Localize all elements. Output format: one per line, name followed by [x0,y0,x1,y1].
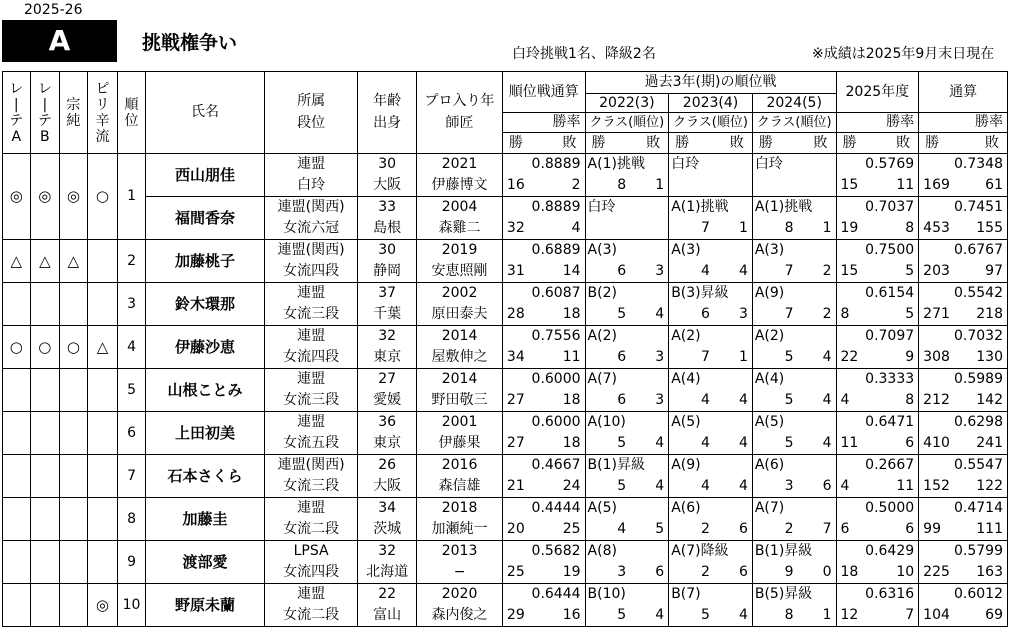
marker-cell: ○ [60,326,88,369]
marker-cell: △ [3,240,31,283]
col-rank: 順 位 [118,72,146,154]
col-2023: 2023(4) [669,94,753,113]
col-rate-b: レ | テ B [30,72,60,154]
table-row [3,498,1008,541]
affil-cell: 連盟 白玲 [265,154,358,197]
career-cell: 0.7032 308 130 [919,326,1008,369]
marker-cell: ○ [87,154,118,240]
marker-cell [60,369,88,412]
class-cell-2022: B(2) 5 4 [585,283,669,326]
fy2025-cell: 0.7097 22 9 [836,326,919,369]
marker-cell: ○ [30,326,60,369]
class-cell-2023: B(3)昇級 6 3 [669,283,753,326]
class-cell-2024: B(1)昇級 9 0 [752,541,836,584]
rank-total-wl-header: 勝 敗 [502,133,585,154]
player-name: 西山朋佳 [145,154,264,197]
rank-cell: 9 [118,541,146,584]
marker-cell [60,541,88,584]
age-cell: 30 静岡 [358,240,417,283]
table-row [3,412,1008,455]
rank-cell: 4 [118,326,146,369]
career-cell: 0.5989 212 142 [919,369,1008,412]
class-cell-2024: A(4) 5 4 [752,369,836,412]
col-piri: ピ リ 辛 流 [87,72,118,154]
rank-cell: 1 [118,154,146,240]
col-career: 通算 [919,72,1008,113]
affil-cell: 連盟 女流三段 [265,369,358,412]
career-cell: 0.5799 225 163 [919,541,1008,584]
table-row [3,326,1008,369]
marker-cell: ◎ [60,154,88,240]
marker-cell [30,412,60,455]
table-row [3,283,1008,326]
affil-cell: 連盟 女流四段 [265,326,358,369]
rule-note: 白玲挑戦1名、降級2名 [512,46,656,62]
class-cell-2023: A(7)降級 2 6 [669,541,753,584]
player-name: 伊藤沙恵 [145,326,264,369]
table-row [3,455,1008,498]
fy-wl-header: 勝 敗 [836,133,919,154]
marker-cell: △ [60,240,88,283]
table-row [3,197,1008,240]
class-cell-2024: A(3) 7 2 [752,240,836,283]
marker-cell [3,455,31,498]
marker-cell [30,455,60,498]
age-cell: 27 愛媛 [358,369,417,412]
rank-cell: 8 [118,498,146,541]
marker-cell [87,541,118,584]
marker-cell [3,369,31,412]
class-cell-2022: A(1)挑戦 8 1 [585,154,669,197]
marker-cell [3,584,31,627]
marker-cell: ◎ [30,154,60,240]
col-pro: プロ入り年 師匠 [417,72,503,154]
player-name: 野原未蘭 [145,584,264,627]
class-cell-2023: B(7) 5 4 [669,584,753,627]
class-cell-2023: A(2) 7 1 [669,326,753,369]
marker-cell [3,498,31,541]
player-name: 加藤圭 [145,498,264,541]
player-name: 渡部愛 [145,541,264,584]
marker-cell: △ [30,240,60,283]
marker-cell [30,498,60,541]
fy2025-cell: 0.5769 15 11 [836,154,919,197]
date-note: ※成績は2025年9月末日現在 [812,46,995,62]
fy2025-cell: 0.2667 4 11 [836,455,919,498]
career-cell: 0.5542 271 218 [919,283,1008,326]
pro-cell: 2001 伊藤果 [417,412,503,455]
class-cell-2024: 白玲 [752,154,836,197]
col-age: 年齢 出身 [358,72,417,154]
pro-cell: 2013 − [417,541,503,584]
rank-total-rate-header: 勝率 [502,113,585,133]
col-rank-total: 順位戦通算 [502,72,585,113]
marker-cell [87,240,118,283]
player-name: 福間香奈 [145,197,264,240]
table-row [3,369,1008,412]
wl-header-2022: 勝 敗 [585,133,669,154]
marker-cell [60,455,88,498]
class-cell-2022: A(2) 6 3 [585,326,669,369]
rank-total-cell: 0.6444 29 16 [502,584,585,627]
pro-cell: 2021 伊藤博文 [417,154,503,197]
player-name: 上田初美 [145,412,264,455]
marker-cell: ◎ [3,154,31,240]
pro-cell: 2016 森信雄 [417,455,503,498]
table-row [3,154,1008,197]
class-cell-2023: A(6) 2 6 [669,498,753,541]
age-cell: 34 茨城 [358,498,417,541]
class-cell-2023: 白玲 [669,154,753,197]
class-cell-2024: B(5)昇級 8 1 [752,584,836,627]
class-cell-2024: A(5) 5 4 [752,412,836,455]
marker-cell [87,369,118,412]
affil-cell: 連盟(関西) 女流三段 [265,455,358,498]
age-cell: 37 千葉 [358,283,417,326]
class-cell-2024: A(6) 3 6 [752,455,836,498]
affil-cell: 連盟(関西) 女流六冠 [265,197,358,240]
fy2025-cell: 0.7037 19 8 [836,197,919,240]
class-cell-2022: A(7) 6 3 [585,369,669,412]
marker-cell [30,369,60,412]
career-cell: 0.7348 169 61 [919,154,1008,197]
fy2025-cell: 0.5000 6 6 [836,498,919,541]
rank-total-cell: 0.4444 20 25 [502,498,585,541]
class-cell-2023: A(4) 4 4 [669,369,753,412]
standings-table [2,71,1008,627]
affil-cell: 連盟 女流二段 [265,584,358,627]
class-cell-2023: A(3) 4 4 [669,240,753,283]
player-name: 山根ことみ [145,369,264,412]
fy2025-cell: 0.7500 15 5 [836,240,919,283]
career-rate-header: 勝率 [919,113,1008,133]
col-rate-a: レ | テ A [3,72,31,154]
season-label: 2025-26 [24,2,83,18]
career-wl-header: 勝 敗 [919,133,1008,154]
class-cell-2022: B(1)昇級 5 4 [585,455,669,498]
age-cell: 26 大阪 [358,455,417,498]
player-name: 石本さくら [145,455,264,498]
col-2022: 2022(3) [585,94,669,113]
pro-cell: 2019 安恵照剛 [417,240,503,283]
age-cell: 22 富山 [358,584,417,627]
cls-header-2022: クラス(順位) [585,113,669,133]
wl-header-2024: 勝 敗 [752,133,836,154]
rank-total-cell: 0.6889 31 14 [502,240,585,283]
fy2025-cell: 0.6429 18 10 [836,541,919,584]
marker-cell [3,541,31,584]
pro-cell: 2020 森内俊之 [417,584,503,627]
age-cell: 36 東京 [358,412,417,455]
rank-cell: 3 [118,283,146,326]
age-cell: 33 島根 [358,197,417,240]
affil-cell: LPSA 女流四段 [265,541,358,584]
age-cell: 30 大阪 [358,154,417,197]
marker-cell: ○ [3,326,31,369]
class-cell-2023: A(1)挑戦 7 1 [669,197,753,240]
rank-total-cell: 0.5682 25 19 [502,541,585,584]
marker-cell [87,283,118,326]
col-2024: 2024(5) [752,94,836,113]
class-cell-2022: A(8) 3 6 [585,541,669,584]
pro-cell: 2014 屋敷伸之 [417,326,503,369]
class-cell-2022: A(5) 4 5 [585,498,669,541]
career-cell: 0.5547 152 122 [919,455,1008,498]
cls-header-2024: クラス(順位) [752,113,836,133]
rank-cell: 10 [118,584,146,627]
fy2025-cell: 0.6471 11 6 [836,412,919,455]
class-cell-2022: B(10) 5 4 [585,584,669,627]
pro-cell: 2018 加瀬純一 [417,498,503,541]
marker-cell [87,412,118,455]
marker-cell [60,412,88,455]
marker-cell [87,498,118,541]
marker-cell [30,584,60,627]
class-cell-2023: A(5) 4 4 [669,412,753,455]
marker-cell [30,283,60,326]
table-row [3,584,1008,627]
age-cell: 32 北海道 [358,541,417,584]
class-cell-2022: 白玲 [585,197,669,240]
marker-cell [60,584,88,627]
col-fy2025: 2025年度 [836,72,919,113]
league-badge: A [2,20,117,62]
col-name: 氏名 [145,72,264,154]
rank-total-cell: 0.7556 34 11 [502,326,585,369]
rank-total-cell: 0.6000 27 18 [502,412,585,455]
class-cell-2022: A(3) 6 3 [585,240,669,283]
career-cell: 0.7451 453 155 [919,197,1008,240]
class-cell-2023: A(9) 4 4 [669,455,753,498]
rank-cell: 6 [118,412,146,455]
page-title: 挑戦権争い [142,32,238,54]
marker-cell [60,283,88,326]
career-cell: 0.6767 203 97 [919,240,1008,283]
rank-total-cell: 0.8889 16 2 [502,154,585,197]
career-cell: 0.6012 104 69 [919,584,1008,627]
rank-total-cell: 0.6000 27 18 [502,369,585,412]
rank-total-cell: 0.4667 21 24 [502,455,585,498]
marker-cell [3,412,31,455]
fy2025-cell: 0.3333 4 8 [836,369,919,412]
marker-cell [30,541,60,584]
age-cell: 32 東京 [358,326,417,369]
rank-cell: 5 [118,369,146,412]
marker-cell: △ [87,326,118,369]
fy-rate-header: 勝率 [836,113,919,133]
class-cell-2024: A(2) 5 4 [752,326,836,369]
marker-cell [3,283,31,326]
col-affil: 所属 段位 [265,72,358,154]
fy2025-cell: 0.6316 12 7 [836,584,919,627]
affil-cell: 連盟 女流三段 [265,283,358,326]
affil-cell: 連盟 女流二段 [265,498,358,541]
fy2025-cell: 0.6154 8 5 [836,283,919,326]
marker-cell: ◎ [87,584,118,627]
rank-total-cell: 0.8889 32 4 [502,197,585,240]
class-cell-2024: A(9) 7 2 [752,283,836,326]
player-name: 鈴木環那 [145,283,264,326]
pro-cell: 2002 原田泰夫 [417,283,503,326]
class-cell-2022: A(10) 5 4 [585,412,669,455]
player-name: 加藤桃子 [145,240,264,283]
table-row [3,240,1008,283]
wl-header-2023: 勝 敗 [669,133,753,154]
affil-cell: 連盟(関西) 女流四段 [265,240,358,283]
col-past: 過去3年(期)の順位戦 [585,72,836,94]
marker-cell [87,455,118,498]
pro-cell: 2014 野田敬三 [417,369,503,412]
rank-cell: 7 [118,455,146,498]
col-sojun: 宗 純 [60,72,88,154]
cls-header-2023: クラス(順位) [669,113,753,133]
pro-cell: 2004 森雞二 [417,197,503,240]
rank-total-cell: 0.6087 28 18 [502,283,585,326]
career-cell: 0.6298 410 241 [919,412,1008,455]
class-cell-2024: A(1)挑戦 8 1 [752,197,836,240]
table-row [3,541,1008,584]
affil-cell: 連盟 女流五段 [265,412,358,455]
marker-cell [60,498,88,541]
rank-cell: 2 [118,240,146,283]
class-cell-2024: A(7) 2 7 [752,498,836,541]
career-cell: 0.4714 99 111 [919,498,1008,541]
